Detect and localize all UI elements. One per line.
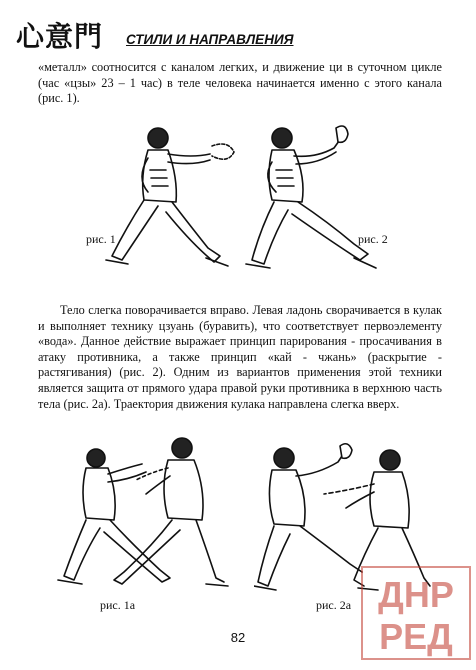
watermark-logo (360, 565, 472, 661)
paragraph-1: «металл» соотносится с каналом легких, и движение ци в суточном цикле (час «цзы» 23 – 1 час) в теле человека начинается именно с этого канала (рис. 1). (38, 60, 442, 106)
page-number: 82 (230, 630, 246, 645)
figure-1a-drawing (56, 432, 232, 598)
header-hanzi: 心意門 (16, 20, 104, 53)
figure-1a-caption: рис. 1а (100, 598, 136, 612)
figure-1-illustration (92, 118, 242, 278)
figure-2-illustration (236, 118, 386, 280)
svg-text:РЕД: РЕД (379, 616, 453, 657)
figure-2-drawing (236, 118, 386, 280)
svg-text:ДНР: ДНР (378, 574, 454, 615)
figure-1-drawing (92, 118, 242, 278)
figure-2-caption: рис. 2 (358, 232, 388, 246)
figure-1-caption: рис. 1 (86, 232, 116, 246)
figure-1a-illustration (56, 432, 232, 598)
section-title: СТИЛИ И НАПРАВЛЕНИЯ (126, 32, 294, 47)
paragraph-2: Тело слегка поворачивается вправо. Левая ладонь сворачивается в кулак и выполняет технику цзуань (буравить), что соответствует первоэлементу «вода». Данное действие выражает принцип парирования - просачивания в атаку противника, а также принцип «кай - чжань» (раскрытие - растягивания) (рис. 2). Одним из вариантов применения этой техники является защита от прямого удара правой руки противника в верхнюю часть тела (рис. 2а). Траектория движения кулака направлена слегка вверх. (38, 303, 442, 411)
watermark-logo-graphic (360, 565, 472, 661)
page-header (14, 20, 464, 60)
figure-2a-caption: рис. 2а (316, 598, 352, 612)
